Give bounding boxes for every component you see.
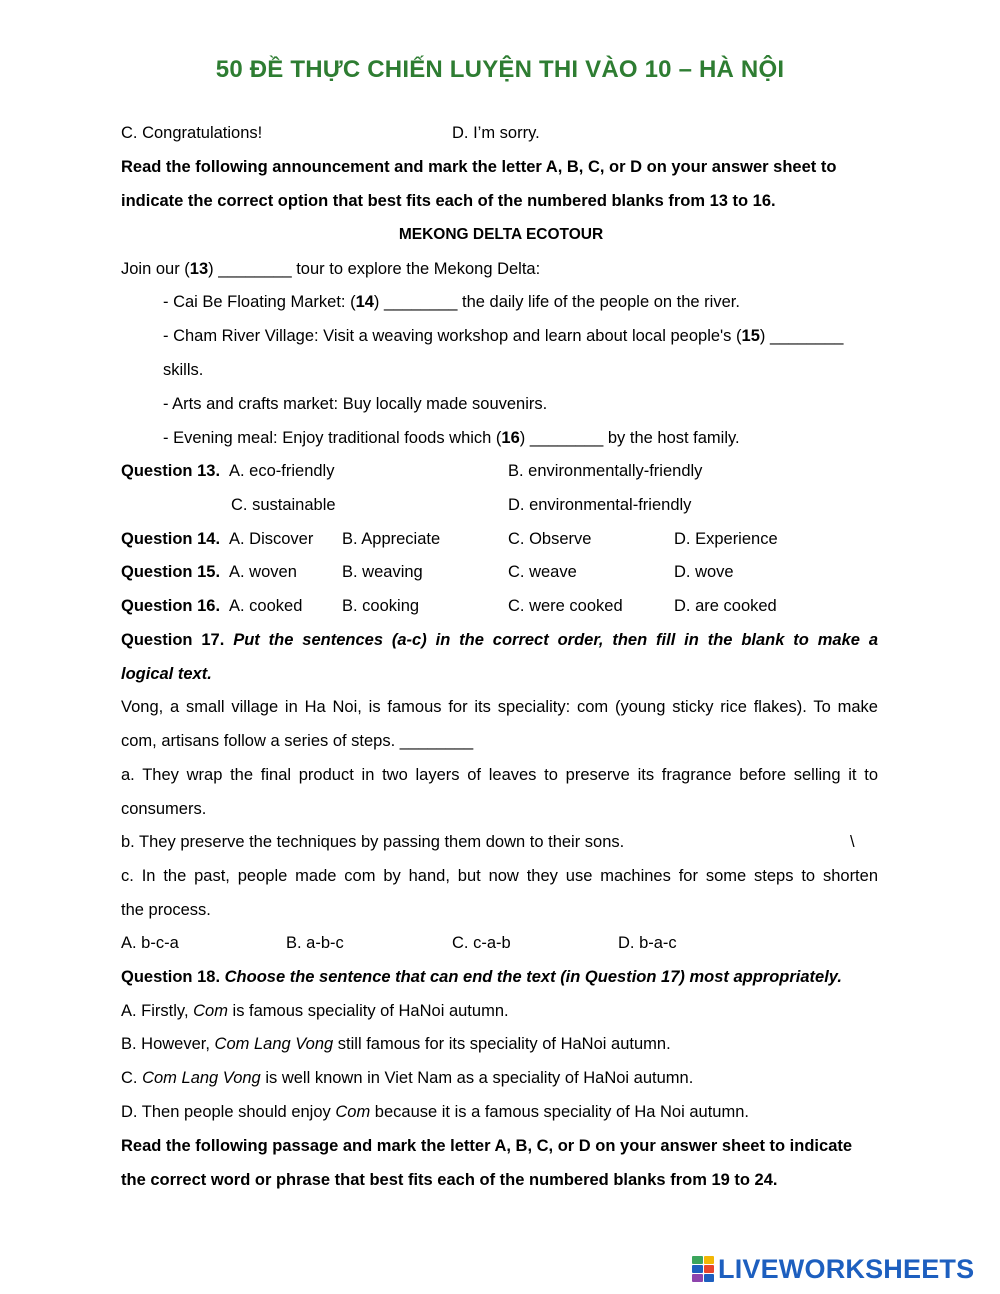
blank-number-14: 14 (355, 293, 374, 311)
question-18-option-c[interactable]: C. Com Lang Vong is well known in Viet Nam as a speciality of HaNoi autumn. (121, 1069, 694, 1087)
question-18-option-a[interactable]: A. Firstly, Com is famous speciality of HaNoi autumn. (121, 1002, 509, 1020)
question-18-option-b[interactable]: B. However, Com Lang Vong still famous for its speciality of HaNoi autumn. (121, 1035, 671, 1053)
section2-instruction-line2: the correct word or phrase that best fits each of the numbered blanks from 19 to 24. (121, 1171, 778, 1189)
question-label: Question 13. (121, 462, 221, 480)
question-17-text-line2: com, artisans follow a series of steps. ________ (121, 732, 474, 750)
option-b[interactable]: B. environmentally-friendly (508, 462, 703, 480)
question-17-prompt: Question 17. Put the sentences (a-c) in the correct order, then fill in the blank to make a (121, 631, 879, 649)
option-d[interactable]: D. Experience (674, 530, 778, 548)
question-label: Question 14. (121, 530, 221, 548)
question-18-option-d[interactable]: D. Then people should enjoy Com because it is a famous speciality of Ha Noi autumn. (121, 1103, 749, 1121)
question-17-text-line1: Vong, a small village in Ha Noi, is famous for its speciality: com (young sticky rice flakes). To make (121, 698, 878, 716)
option-d[interactable]: D. environmental-friendly (508, 496, 692, 514)
option-c[interactable]: C. were cooked (508, 597, 623, 615)
option-a[interactable]: A. woven (229, 563, 297, 581)
option-b[interactable]: B. Appreciate (342, 530, 441, 548)
section1-instruction-line1: Read the following announcement and mark the letter A, B, C, or D on your answer sheet to (121, 158, 837, 176)
sentence-a: a. They wrap the final product in two layers of leaves to preserve its fragrance before selling it to (121, 766, 878, 784)
option-c[interactable]: C. sustainable (231, 496, 336, 514)
option-b[interactable]: B. cooking (342, 597, 420, 615)
option-c[interactable]: C. Observe (508, 530, 592, 548)
option-c: C. Congratulations! (121, 124, 263, 142)
announcement-item-4: - Evening meal: Enjoy traditional foods which (16) ________ by the host family. (163, 429, 740, 447)
option-a[interactable]: A. b-c-a (121, 934, 179, 952)
blank-number-15: 15 (741, 327, 760, 345)
stray-mark: \ (850, 833, 855, 851)
liveworksheets-logo-icon (692, 1256, 714, 1282)
option-d[interactable]: D. b-a-c (618, 934, 677, 952)
question-label: Question 15. (121, 563, 221, 581)
blank-number-16: 16 (501, 429, 520, 447)
question-18-prompt: Question 18. Choose the sentence that can end the text (in Question 17) most appropriately. (121, 968, 842, 986)
sentence-a-cont: consumers. (121, 800, 207, 818)
option-c[interactable]: C. weave (508, 563, 577, 581)
sentence-b: b. They preserve the techniques by passing them down to their sons. \ (121, 833, 855, 851)
section1-instruction-line2: indicate the correct option that best fits each of the numbered blanks from 13 to 16. (121, 192, 776, 210)
question-17-prompt-cont: logical text. (121, 665, 212, 683)
blank-number-13: 13 (189, 260, 209, 278)
option-d[interactable]: D. wove (674, 563, 734, 581)
option-d[interactable]: D. are cooked (674, 597, 777, 615)
sentence-c-cont: the process. (121, 901, 211, 919)
logo-text: LIVEWORKSHEETS (718, 1253, 975, 1284)
announcement-heading: MEKONG DELTA ECOTOUR (398, 226, 604, 243)
option-a[interactable]: A. Discover (229, 530, 314, 548)
option-a[interactable]: A. cooked (229, 597, 303, 615)
sentence-c: c. In the past, people made com by hand, but now they use machines for some steps to shorten (121, 867, 878, 885)
option-c[interactable]: C. c-a-b (452, 934, 511, 952)
section2-instruction-line1: Read the following passage and mark the letter A, B, C, or D on your answer sheet to indicate (121, 1137, 853, 1155)
option-a[interactable]: A. eco-friendly (229, 462, 335, 480)
announcement-item-2-cont: skills. (163, 361, 204, 379)
announcement-item-1: - Cai Be Floating Market: (14) ________ the daily life of the people on the river. (163, 293, 740, 311)
question-label: Question 18. (121, 968, 221, 986)
announcement-intro: Join our (13) ________ tour to explore the Mekong Delta: (121, 260, 541, 278)
option-b[interactable]: B. a-b-c (286, 934, 344, 952)
liveworksheets-logo[interactable] (692, 1253, 974, 1285)
announcement-item-2: - Cham River Village: Visit a weaving workshop and learn about local people's (15) ________ (163, 327, 844, 345)
question-label: Question 16. (121, 597, 221, 615)
announcement-item-3: - Arts and crafts market: Buy locally made souvenirs. (163, 395, 548, 413)
question-label: Question 17. (121, 631, 225, 649)
option-d: D. I’m sorry. (452, 124, 540, 142)
page-title: 50 ĐỀ THỰC CHIẾN LUYỆN THI VÀO 10 – HÀ NỘI (215, 56, 785, 83)
option-b[interactable]: B. weaving (342, 563, 423, 581)
